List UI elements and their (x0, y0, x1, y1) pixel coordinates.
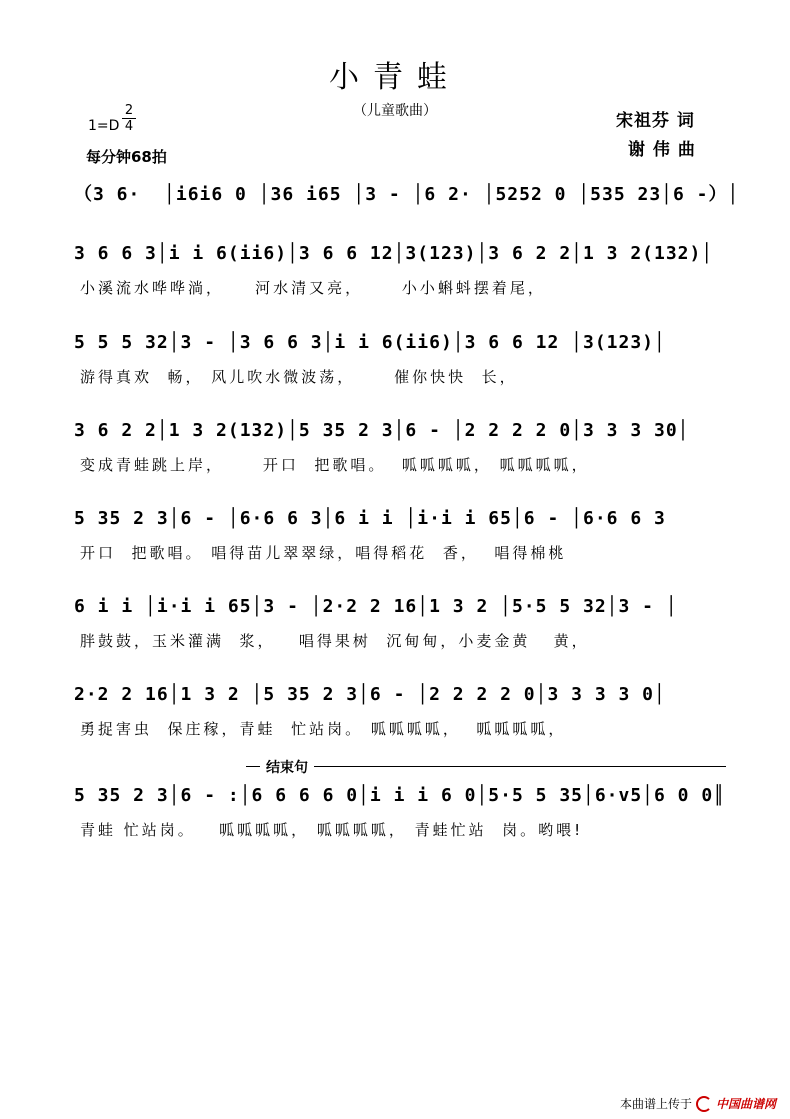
site-logo-icon (696, 1096, 712, 1112)
meter-top: 2 (124, 103, 134, 118)
notation-line: 3 6 6 3│i i 6(ii6)│3 6 6 12│3(123)│3 6 2 2│1 3 2(132)│ (74, 243, 714, 264)
key-signature: 1=D (88, 118, 120, 134)
score-row-intro (74, 180, 740, 206)
upload-text: 本曲谱上传于 (619, 1097, 692, 1111)
score-row (74, 420, 734, 474)
site-name: 中国曲谱网 (715, 1097, 776, 1111)
lyrics-line: 游得真欢 畅， 风儿吹水微波荡， 催你快快 长， (80, 368, 518, 386)
notation-line: 5 35 2 3│6 - │6·6 6 3│6 i i │i·i i 65│6 - │6·6 6 3 (74, 508, 666, 529)
meter-bottom: 4 (122, 118, 136, 134)
lyrics-line: 勇捉害虫 保庄稼，青蛙 忙站岗。 呱呱呱呱， 呱呱呱呱， (80, 720, 567, 738)
lyrics-line: 小溪流水哗哗淌， 河水清又亮， 小小蝌蚪摆着尾， (80, 279, 546, 297)
score-row (74, 508, 734, 562)
lyricist-credit: 宋祖芬 词 (616, 111, 695, 131)
score-row (74, 596, 734, 650)
notation-line: 2·2 2 16│1 3 2 │5 35 2 3│6 - │2 2 2 2 0│3 3 3 3 0│ (74, 684, 666, 705)
lyrics-line: 胖鼓鼓，玉米灌满 浆， 唱得果树 沉甸甸，小麦金黄 黄， (80, 632, 590, 650)
notation-line: 6 i i │i·i i 65│3 - │2·2 2 16│1 3 2 │5·5 5 32│3 - │ (74, 596, 678, 617)
footer-watermark (620, 1095, 776, 1112)
score-row (74, 684, 734, 738)
lyrics-line: 变成青蛙跳上岸， 开口 把歌唱。 呱呱呱呱， 呱呱呱呱， (80, 456, 590, 474)
song-subtitle: （儿童歌曲） (353, 103, 437, 119)
notation-line: 5 5 5 32│3 - │3 6 6 3│i i 6(ii6)│3 6 6 12 │3(123)│ (74, 332, 666, 353)
song-title: 小青蛙 (329, 60, 461, 95)
score-row-ending (74, 785, 734, 839)
tempo-marking: 每分钟68拍 (86, 148, 167, 166)
lyrics-line: 青蛙 忙站岗。 呱呱呱呱， 呱呱呱呱， 青蛙忙站 岗。哟喂! (80, 821, 584, 839)
ending-label: 结束句 (260, 757, 314, 777)
notation-line: （3 6· │i6i6 0 │36 i65 │3 - │6 2· │5252 0 │535 23│6 -）│ (74, 184, 740, 205)
notation-line: 3 6 2 2│1 3 2(132)│5 35 2 3│6 - │2 2 2 2 0│3 3 3 30│ (74, 420, 690, 441)
lyrics-line: 开口 把歌唱。 唱得苗儿翠翠绿，唱得稻花 香， 唱得棉桃 (80, 544, 567, 562)
score-row (74, 332, 734, 386)
score-row (74, 243, 734, 297)
composer-credit: 谢 伟 曲 (628, 140, 696, 160)
ending-section-marker (246, 758, 726, 776)
notation-line: 5 35 2 3│6 - :│6 6 6 6 0│i i i 6 0│5·5 5 35│6·v5│6 0 0║ (74, 785, 726, 806)
time-signature (122, 103, 136, 134)
ending-bracket-line (246, 766, 726, 767)
